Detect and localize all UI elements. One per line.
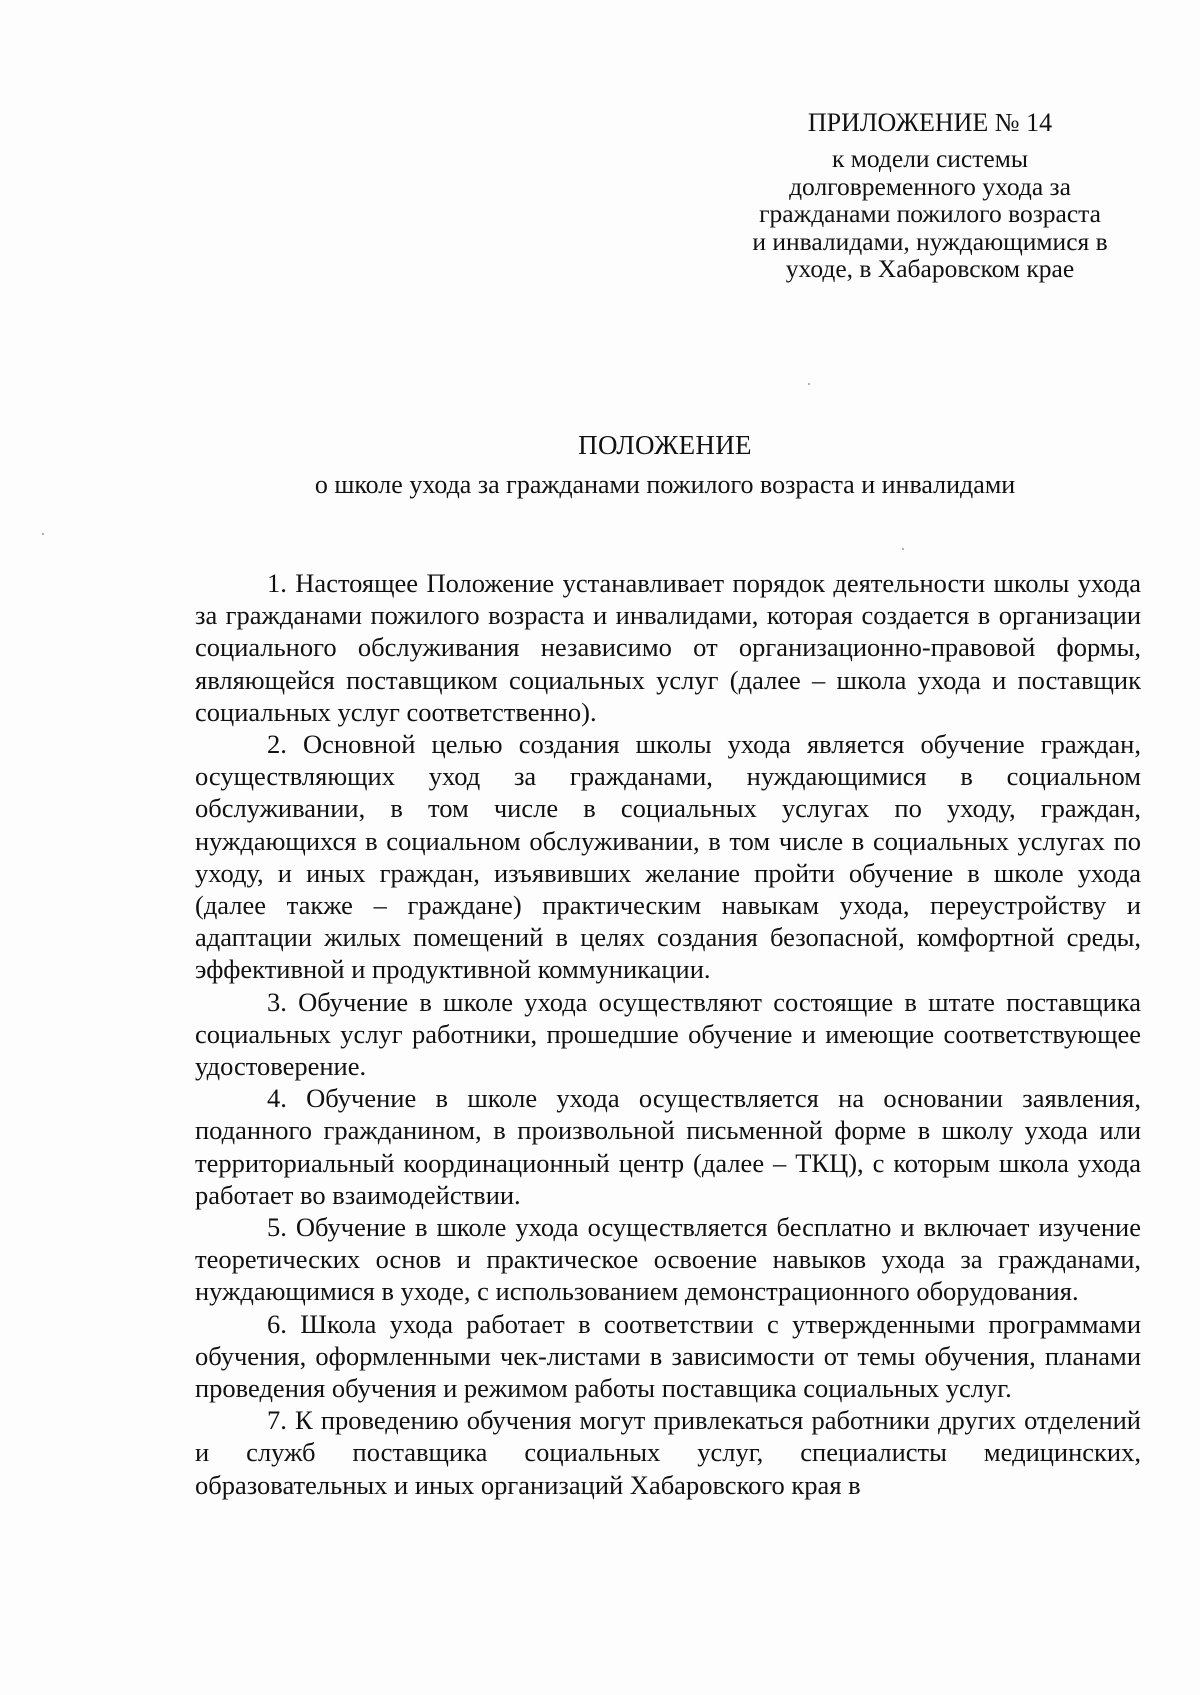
appendix-description <box>730 145 1130 283</box>
appendix-line: к модели системы <box>832 144 1028 173</box>
document-title: ПОЛОЖЕНИЕ <box>578 430 752 460</box>
paragraph-3: 3. Обучение в школе ухода осуществляют состоящие в штате поставщика социальных услуг работники, прошедшие обучение и имеющие соответствующее удостоверение. <box>195 986 1141 1082</box>
paragraph-4: 4. Обучение в школе ухода осуществляется на основании заявления, поданного гражданином, в произвольной письменной форме в школу ухода или территориальный координационный центр (далее – ТКЦ), с которым школа ухода работает во взаимодействии. <box>195 1083 1141 1210</box>
scan-speck <box>42 533 44 535</box>
document-body <box>195 567 1141 1501</box>
scan-speck <box>808 383 810 385</box>
appendix-line: и инвалидами, нуждающимися в <box>752 226 1108 256</box>
appendix-line: долговременного ухода за <box>789 171 1071 201</box>
scan-speck <box>902 548 904 550</box>
paragraph-5: 5. Обучение в школе ухода осуществляется бесплатно и включает изучение теоретических основ и практическое освоение навыков ухода за гражданами, нуждающимися в уходе, с использованием демонстрационного оборудования. <box>195 1212 1141 1307</box>
document-subtitle: о школе ухода за гражданами пожилого возраста и инвалидами <box>314 470 1016 499</box>
paragraph-1: 1. Настоящее Положение устанавливает порядок деятельности школы ухода за гражданами пожилого возраста и инвалидами, которая создается в организации социального обслуживания независимо от организационно-правовой формы, являющейся поставщиком социальных услуг (далее – школа ухода и поставщик социальных услуг соответственно). <box>195 568 1141 727</box>
appendix-line: уходе, в Хабаровском крае <box>785 254 1075 283</box>
appendix-title: ПРИЛОЖЕНИЕ № 14 <box>807 108 1053 137</box>
paragraph-2: 2. Основной целью создания школы ухода является обучение граждан, осуществляющих уход за гражданами, нуждающимися в социальном обслуживании, в том числе в социальных услугах по уходу, граждан, нуждающихся в социальном обслуживании, в том числе в социальных услугах по уходу, и иных граждан, изъявивших желание пройти обучение в школе ухода (далее также – граждане) практическим навыкам ухода, переустройству и адаптации жилых помещений в целях создания безопасной, комфортной среды, эффективной и продуктивной коммуникации. <box>195 729 1141 985</box>
paragraph-7: 7. К проведению обучения могут привлекаться работники других отделений и служб поставщика социальных услуг, специалисты медицинских, образовательных и иных организаций Хабаровского края в <box>195 1405 1141 1500</box>
paragraph-6: 6. Школа ухода работает в соответствии с утвержденными программами обучения, оформленными чек-листами в зависимости от темы обучения, планами проведения обучения и режимом работы поставщика социальных услуг. <box>195 1308 1141 1404</box>
appendix-header <box>730 108 1130 283</box>
appendix-line: гражданами пожилого возраста <box>759 199 1101 228</box>
